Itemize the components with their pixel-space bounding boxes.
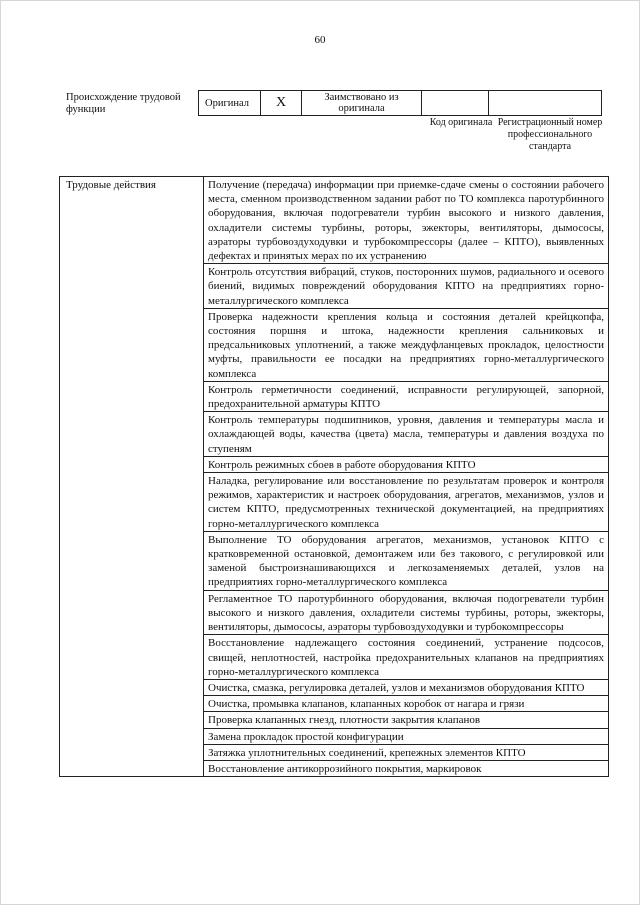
labor-action-row	[60, 177, 609, 264]
labor-action-item: Очистка, смазка, регулировка деталей, узлов и механизмов оборудования КПТО	[204, 679, 609, 695]
labor-action-item: Проверка надежности крепления кольца и состояния деталей крейцкопфа, состояния поршня и штока, надежности крепления сальниковых и предсальниковых уплотнений, а также междуфланцевых прокладок, целостности муфты, правильности ее посадки на предприятиях горно-металлургического комплекса	[204, 308, 609, 381]
labor-action-item: Получение (передача) информации при приемке-сдаче смены о состоянии рабочего места, сменном производственном задании работ по ТО комплекса паротурбинного оборудования, включая подогреватели турбин высокого и низкого давления, охладители системы турбины, роторы, эжекторы, вентиляторы, дымососы, аэраторы турбовоздуходувки и турбокомпрессоры (далее – КПТО), выявленных дефектах и принятых мерах по их устранению	[204, 177, 609, 264]
origin-table	[198, 90, 602, 116]
page-number: 60	[314, 34, 326, 46]
original-code-cell	[422, 91, 489, 116]
labor-action-item: Регламентное ТО паротурбинного оборудования, включая подогреватели турбин высокого и низкого давления, охладители системы турбины, роторы, эжекторы, вентиляторы, дымососы, аэраторы турбовоздуходувки и турбокомпрессоры	[204, 590, 609, 635]
labor-action-item: Восстановление антикоррозийного покрытия, маркировок	[204, 760, 609, 776]
labor-action-item: Затяжка уплотнительных соединений, крепежных элементов КПТО	[204, 744, 609, 760]
labor-action-item: Контроль герметичности соединений, исправности регулирующей, запорной, предохранительной арматуры КПТО	[204, 381, 609, 411]
labor-action-item: Замена прокладок простой конфигурации	[204, 728, 609, 744]
original-code-caption: Код оригинала	[429, 117, 493, 128]
original-mark: X	[261, 91, 302, 116]
borrowed-label: Заимствовано из оригинала	[302, 91, 422, 116]
labor-action-item: Контроль режимных сбоев в работе оборудования КПТО	[204, 456, 609, 472]
labor-actions-table	[59, 176, 609, 777]
original-label: Оригинал	[199, 91, 261, 116]
registration-number-cell	[489, 91, 602, 116]
labor-action-item: Контроль отсутствия вибраций, стуков, посторонних шумов, радиального и осевого биений, видимых повреждений оборудования КПТО на предприятиях горно-металлургического комплекса	[204, 264, 609, 309]
origin-label: Происхождение трудовой функции	[66, 92, 181, 115]
registration-number-caption: Регистрационный номер профессионального стандарта	[497, 117, 603, 152]
labor-action-item: Контроль температуры подшипников, уровня, давления и температуры масла и охлаждающей воды, качества (цвета) масла, температуры и давления воздуха по ступеням	[204, 412, 609, 457]
labor-actions-heading: Трудовые действия	[60, 177, 204, 777]
labor-action-item: Наладка, регулирование или восстановление по результатам проверок и контроля режимов, характеристик и настроек оборудования, агрегатов, механизмов, узлов и систем КПТО, предусмотренных технической документацией, на предприятиях горно-металлургического комплекса	[204, 473, 609, 532]
labor-action-item: Выполнение ТО оборудования агрегатов, механизмов, установок КПТО с кратковременной остановкой, демонтажем или без такового, с регулировкой или заменой быстроизнашивающихся и легкозаменяемых деталей, узлов на предприятиях горно-металлургического комплекса	[204, 531, 609, 590]
labor-action-item: Восстановление надлежащего состояния соединений, устранение подсосов, свищей, неплотностей, настройка предохранительных клапанов на предприятиях горно-металлургического комплекса	[204, 635, 609, 680]
labor-action-item: Очистка, промывка клапанов, клапанных коробок от нагара и грязи	[204, 696, 609, 712]
labor-action-item: Проверка клапанных гнезд, плотности закрытия клапанов	[204, 712, 609, 728]
